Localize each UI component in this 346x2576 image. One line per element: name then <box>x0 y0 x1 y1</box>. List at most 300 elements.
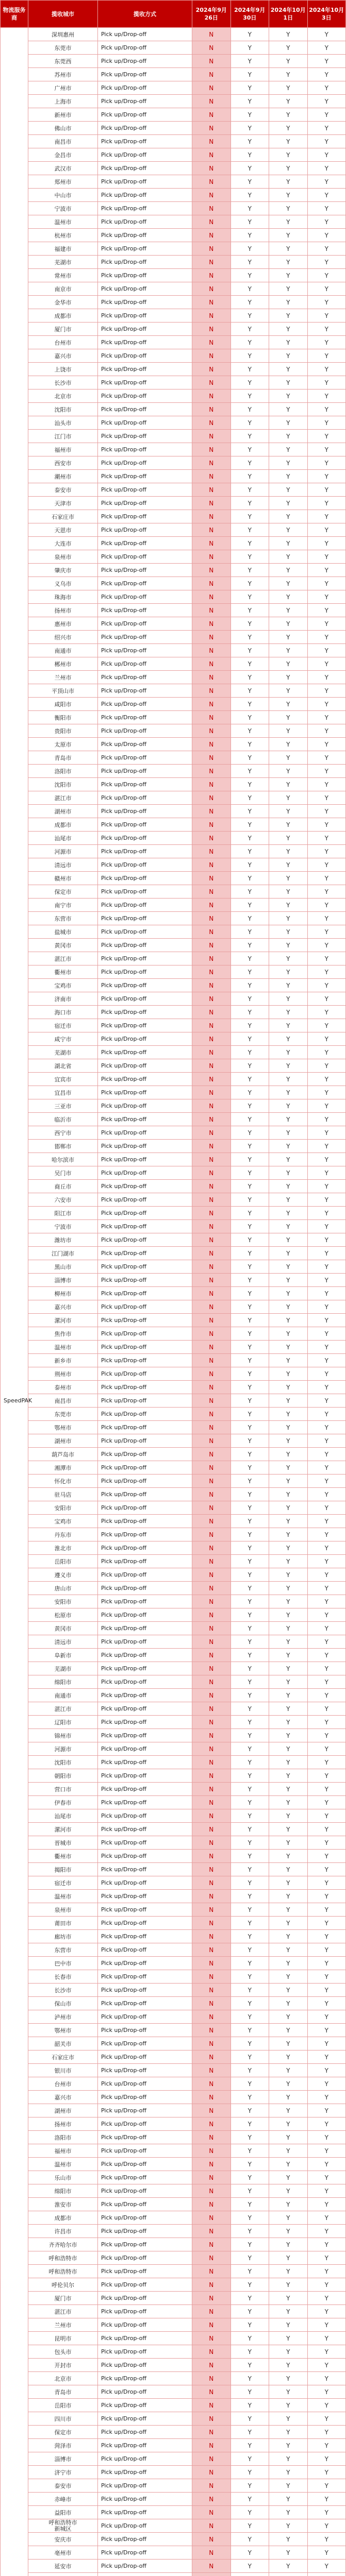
city-cell: 东莞西 <box>28 55 98 68</box>
city-cell: 廊坊市 <box>28 1930 98 1943</box>
status-cell-3: Y <box>269 1716 308 1729</box>
city-line-2: 新城区 <box>54 2525 72 2532</box>
status-cell-1: N <box>192 590 231 604</box>
status-cell-3: Y <box>269 1769 308 1783</box>
status-cell-1: N <box>192 2359 231 2372</box>
method-cell: Pick up/Drop-off <box>98 1957 192 1970</box>
city-cell: 阳江市 <box>28 1207 98 1220</box>
city-cell: 江门市 <box>28 430 98 443</box>
status-cell-1: N <box>192 1568 231 1582</box>
status-cell-3: Y <box>269 2359 308 2372</box>
status-cell-4: Y <box>307 296 346 309</box>
status-cell-2: Y <box>230 122 269 135</box>
status-cell-3: Y <box>269 296 308 309</box>
status-cell-2: Y <box>230 2144 269 2158</box>
table-row <box>1 1059 346 1073</box>
status-cell-1: N <box>192 805 231 818</box>
status-cell-4: Y <box>307 2037 346 2050</box>
method-cell: Pick up/Drop-off <box>98 1555 192 1568</box>
city-cell: 扬州市 <box>28 2117 98 2131</box>
status-cell-2: Y <box>230 242 269 256</box>
method-cell: Pick up/Drop-off <box>98 1515 192 1528</box>
status-cell-3: Y <box>269 1166 308 1180</box>
status-cell-3: Y <box>269 1448 308 1461</box>
status-cell-2: Y <box>230 1608 269 1622</box>
status-cell-4: Y <box>307 1166 346 1180</box>
city-cell: 阜新市 <box>28 1649 98 1662</box>
status-cell-2: Y <box>230 751 269 765</box>
city-cell: 河源市 <box>28 845 98 858</box>
status-cell-3: Y <box>269 724 308 738</box>
method-cell: Pick up/Drop-off <box>98 2117 192 2131</box>
city-cell: 伊春市 <box>28 1796 98 1809</box>
status-cell-4: Y <box>307 1930 346 1943</box>
table-row <box>1 256 346 269</box>
status-cell-1: N <box>192 2184 231 2198</box>
city-cell: 安阳市 <box>28 1501 98 1515</box>
status-cell-1: N <box>192 2131 231 2144</box>
status-cell-1: N <box>192 2292 231 2305</box>
status-cell-4: Y <box>307 805 346 818</box>
method-cell: Pick up/Drop-off <box>98 1099 192 1113</box>
method-cell: Pick up/Drop-off <box>98 148 192 162</box>
method-cell: Pick up/Drop-off <box>98 1582 192 1595</box>
method-cell: Pick up/Drop-off <box>98 2560 192 2573</box>
status-cell-1: N <box>192 2037 231 2050</box>
method-cell: Pick up/Drop-off <box>98 1796 192 1809</box>
method-cell: Pick up/Drop-off <box>98 2064 192 2077</box>
status-cell-4: Y <box>307 1809 346 1823</box>
status-cell-3 <box>269 2573 308 2576</box>
city-cell: 吴门市 <box>28 1166 98 1180</box>
status-cell-2: Y <box>230 1675 269 1689</box>
status-cell-3: Y <box>269 1850 308 1863</box>
status-cell-3: Y <box>269 2399 308 2412</box>
status-cell-2: Y <box>230 872 269 885</box>
table-row <box>1 229 346 242</box>
city-cell: 兰州市 <box>28 671 98 684</box>
status-cell-1: N <box>192 711 231 724</box>
status-cell-4: Y <box>307 1341 346 1354</box>
method-cell: Pick up/Drop-off <box>98 1943 192 1957</box>
status-cell-4: Y <box>307 550 346 564</box>
status-cell-2: Y <box>230 55 269 68</box>
method-cell: Pick up/Drop-off <box>98 1729 192 1742</box>
status-cell-1: N <box>192 1729 231 1742</box>
status-cell-1: N <box>192 189 231 202</box>
method-cell: Pick up/Drop-off <box>98 2385 192 2399</box>
method-cell: Pick up/Drop-off <box>98 1019 192 1032</box>
city-cell: 北京市 <box>28 389 98 403</box>
status-cell-4: Y <box>307 1488 346 1501</box>
table-row <box>1 1126 346 1140</box>
status-cell-3: Y <box>269 1421 308 1434</box>
city-cell: 荆州市 <box>28 1367 98 1381</box>
city-cell: 咸宁市 <box>28 1032 98 1046</box>
status-cell-1: N <box>192 738 231 751</box>
status-cell-3: Y <box>269 2117 308 2131</box>
status-cell-4: Y <box>307 537 346 550</box>
status-cell-4: Y <box>307 1635 346 1649</box>
status-cell-2: Y <box>230 309 269 323</box>
status-cell-4: Y <box>307 1742 346 1756</box>
status-cell-1: N <box>192 456 231 470</box>
status-cell-4: Y <box>307 2064 346 2077</box>
city-cell: 保定市 <box>28 885 98 899</box>
method-cell: Pick up/Drop-off <box>98 1140 192 1153</box>
status-cell-3: Y <box>269 1327 308 1341</box>
status-cell-2: Y <box>230 2091 269 2104</box>
status-cell-3: Y <box>269 698 308 711</box>
status-cell-2: Y <box>230 2184 269 2198</box>
status-cell-3: Y <box>269 2305 308 2318</box>
status-cell-2: Y <box>230 885 269 899</box>
status-cell-2: Y <box>230 1823 269 1836</box>
table-row <box>1 1930 346 1943</box>
city-cell: 松原市 <box>28 1608 98 1622</box>
status-cell-2: Y <box>230 711 269 724</box>
status-cell-4: Y <box>307 68 346 81</box>
status-cell-4: Y <box>307 1394 346 1408</box>
method-cell: Pick up/Drop-off <box>98 2184 192 2198</box>
status-cell-4: Y <box>307 95 346 108</box>
city-cell: 广州市 <box>28 81 98 95</box>
method-cell: Pick up/Drop-off <box>98 1890 192 1903</box>
status-cell-3: Y <box>269 631 308 644</box>
city-cell: 泰州市 <box>28 1381 98 1394</box>
table-row <box>1 108 346 122</box>
table-row <box>1 1180 346 1193</box>
status-cell-1: N <box>192 1863 231 1876</box>
city-cell: 扬州市 <box>28 604 98 617</box>
table-row <box>1 1140 346 1153</box>
method-cell: Pick up/Drop-off <box>98 1059 192 1073</box>
status-cell-2: Y <box>230 1274 269 1287</box>
status-cell-4: Y <box>307 2412 346 2426</box>
status-cell-1: N <box>192 215 231 229</box>
status-cell-1: N <box>192 1086 231 1099</box>
status-cell-1: N <box>192 2372 231 2385</box>
city-cell: 韶关市 <box>28 2037 98 2050</box>
method-cell: Pick up/Drop-off <box>98 2158 192 2171</box>
status-cell-4: Y <box>307 1689 346 1702</box>
status-cell-2: Y <box>230 899 269 912</box>
status-cell-4: Y <box>307 376 346 389</box>
city-cell: 太原市 <box>28 738 98 751</box>
table-row <box>1 979 346 992</box>
status-cell-1: N <box>192 1876 231 1890</box>
method-cell: Pick up/Drop-off <box>98 2091 192 2104</box>
status-cell-1: N <box>192 430 231 443</box>
city-cell: 丹东市 <box>28 1528 98 1541</box>
status-cell-2: Y <box>230 1568 269 1582</box>
status-cell-1: N <box>192 1193 231 1207</box>
table-row <box>1 952 346 965</box>
method-cell: Pick up/Drop-off <box>98 2238 192 2251</box>
method-cell: Pick up/Drop-off <box>98 1475 192 1488</box>
status-cell-3: Y <box>269 711 308 724</box>
status-cell-2: Y <box>230 2372 269 2385</box>
city-cell: 哈尔滨市 <box>28 1153 98 1166</box>
method-cell: Pick up/Drop-off <box>98 68 192 81</box>
table-row <box>1 2560 346 2573</box>
status-cell-2: Y <box>230 1394 269 1408</box>
status-cell-3: Y <box>269 2546 308 2560</box>
table-row <box>1 577 346 590</box>
city-cell: 临沂市 <box>28 1113 98 1126</box>
table-row <box>1 28 346 41</box>
table-row <box>1 698 346 711</box>
status-cell-2: Y <box>230 604 269 617</box>
method-cell: Pick up/Drop-off <box>98 858 192 872</box>
status-cell-3: Y <box>269 1876 308 1890</box>
status-cell-2: Y <box>230 2158 269 2171</box>
status-cell-4: Y <box>307 108 346 122</box>
status-cell-4: Y <box>307 2131 346 2144</box>
table-row <box>1 2399 346 2412</box>
city-cell: 金昌市 <box>28 148 98 162</box>
status-cell-3: Y <box>269 189 308 202</box>
status-cell-4: Y <box>307 2198 346 2211</box>
table-row <box>1 483 346 497</box>
status-cell-4: Y <box>307 818 346 832</box>
status-cell-2: Y <box>230 430 269 443</box>
status-cell-4: Y <box>307 1984 346 1997</box>
method-cell: Pick up/Drop-off <box>98 711 192 724</box>
method-cell: Pick up/Drop-off <box>98 738 192 751</box>
status-cell-2: Y <box>230 845 269 858</box>
method-cell: Pick up/Drop-off <box>98 1434 192 1448</box>
status-cell-1: N <box>192 1341 231 1354</box>
city-cell: 嘉兴市 <box>28 2091 98 2104</box>
method-cell: Pick up/Drop-off <box>98 2533 192 2546</box>
status-cell-1: N <box>192 483 231 497</box>
status-cell-1: N <box>192 1032 231 1046</box>
table-row <box>1 1287 346 1300</box>
status-cell-3: Y <box>269 1233 308 1247</box>
status-cell-4: Y <box>307 2104 346 2117</box>
status-cell-4: Y <box>307 992 346 1006</box>
status-cell-1: N <box>192 1850 231 1863</box>
method-cell: Pick up/Drop-off <box>98 296 192 309</box>
method-cell: Pick up/Drop-off <box>98 631 192 644</box>
status-cell-1: N <box>192 2426 231 2439</box>
status-cell-4: Y <box>307 1327 346 1341</box>
city-cell: 肇庆市 <box>28 564 98 577</box>
city-cell: 湛江市 <box>28 1702 98 1716</box>
status-cell-4: Y <box>307 1220 346 1233</box>
method-cell: Pick up/Drop-off <box>98 1608 192 1622</box>
status-cell-2: Y <box>230 189 269 202</box>
table-row <box>1 202 346 215</box>
city-cell: 湛江市 <box>28 952 98 965</box>
method-cell: Pick up/Drop-off <box>98 2292 192 2305</box>
status-cell-4: Y <box>307 2251 346 2265</box>
status-cell-2: Y <box>230 1207 269 1220</box>
status-cell-1: N <box>192 2251 231 2265</box>
city-cell: 沈阳市 <box>28 1756 98 1769</box>
status-cell-3: Y <box>269 765 308 778</box>
method-cell: Pick up/Drop-off <box>98 1180 192 1193</box>
status-cell-4: Y <box>307 1608 346 1622</box>
status-cell-3: Y <box>269 564 308 577</box>
method-cell: Pick up/Drop-off <box>98 1046 192 1059</box>
table-row <box>1 1207 346 1220</box>
status-cell-1: N <box>192 1099 231 1113</box>
city-cell: 衢州市 <box>28 1850 98 1863</box>
city-cell: 鄂州市 <box>28 1421 98 1434</box>
method-cell: Pick up/Drop-off <box>98 657 192 671</box>
status-cell-1: N <box>192 671 231 684</box>
status-cell-2: Y <box>230 1595 269 1608</box>
table-row <box>1 1582 346 1595</box>
method-cell: Pick up/Drop-off <box>98 1153 192 1166</box>
status-cell-4: Y <box>307 443 346 456</box>
method-cell: Pick up/Drop-off <box>98 1635 192 1649</box>
method-cell: Pick up/Drop-off <box>98 269 192 282</box>
status-cell-1: N <box>192 376 231 389</box>
status-cell-2: Y <box>230 1300 269 1314</box>
status-cell-3: Y <box>269 135 308 148</box>
status-cell-2: Y <box>230 1086 269 1099</box>
city-cell: 湛江市 <box>28 2305 98 2318</box>
status-cell-2: Y <box>230 1716 269 1729</box>
status-cell-4: Y <box>307 2010 346 2024</box>
status-cell-4: Y <box>307 2238 346 2251</box>
city-cell: 福州市 <box>28 443 98 456</box>
method-cell: Pick up/Drop-off <box>98 590 192 604</box>
table-row <box>1 2238 346 2251</box>
city-cell: 黑山市 <box>28 1260 98 1274</box>
table-row <box>1 845 346 858</box>
method-cell: Pick up/Drop-off <box>98 2426 192 2439</box>
status-cell-4: Y <box>307 2158 346 2171</box>
city-line-1: 呼和浩特市 <box>48 2519 77 2526</box>
status-cell-2: Y <box>230 2546 269 2560</box>
status-cell-1: N <box>192 1126 231 1140</box>
status-cell-1: N <box>192 148 231 162</box>
status-cell-1: N <box>192 939 231 952</box>
table-row <box>1 1742 346 1756</box>
city-cell: 嘉兴市 <box>28 349 98 363</box>
table-row <box>1 2037 346 2050</box>
table-row <box>1 282 346 296</box>
method-cell: Pick up/Drop-off <box>98 416 192 430</box>
status-cell-4: Y <box>307 1943 346 1957</box>
status-cell-3: Y <box>269 403 308 416</box>
city-cell: 延安市 <box>28 2560 98 2573</box>
city-cell: 衢州市 <box>28 965 98 979</box>
table-row <box>1 430 346 443</box>
method-cell: Pick up/Drop-off <box>98 1649 192 1662</box>
status-cell-4: Y <box>307 1247 346 1260</box>
status-cell-2: Y <box>230 1006 269 1019</box>
status-cell-3: Y <box>269 657 308 671</box>
status-cell-3: Y <box>269 41 308 55</box>
table-row <box>1 1823 346 1836</box>
table-row <box>1 2519 346 2533</box>
table-row <box>1 1475 346 1488</box>
city-cell: 衡阳市 <box>28 711 98 724</box>
status-cell-3: Y <box>269 376 308 389</box>
status-cell-1: N <box>192 1809 231 1823</box>
status-cell-2: Y <box>230 510 269 523</box>
method-cell: Pick up/Drop-off <box>98 1528 192 1541</box>
method-cell: Pick up/Drop-off <box>98 2050 192 2064</box>
status-cell-1: N <box>192 979 231 992</box>
status-cell-3: Y <box>269 1957 308 1970</box>
status-cell-2: Y <box>230 2560 269 2573</box>
method-cell: Pick up/Drop-off <box>98 992 192 1006</box>
method-cell: Pick up/Drop-off <box>98 1247 192 1260</box>
status-cell-3: Y <box>269 805 308 818</box>
status-cell-4: Y <box>307 1890 346 1903</box>
status-cell-3: Y <box>269 2251 308 2265</box>
method-cell: Pick up/Drop-off <box>98 604 192 617</box>
status-cell-3: Y <box>269 1260 308 1274</box>
status-cell-2: Y <box>230 1622 269 1635</box>
status-cell-4: Y <box>307 698 346 711</box>
status-cell-1: N <box>192 2560 231 2573</box>
status-cell-4: Y <box>307 430 346 443</box>
method-cell: Pick up/Drop-off <box>98 1086 192 1099</box>
status-cell-3: Y <box>269 2560 308 2573</box>
table-row <box>1 1032 346 1046</box>
method-cell: Pick up/Drop-off <box>98 952 192 965</box>
city-cell: 石家庄市 <box>28 510 98 523</box>
status-cell-4: Y <box>307 2171 346 2184</box>
status-cell-4: Y <box>307 979 346 992</box>
method-cell: Pick up/Drop-off <box>98 2332 192 2345</box>
method-cell: Pick up/Drop-off <box>98 1742 192 1756</box>
table-row <box>1 416 346 430</box>
status-cell-3: Y <box>269 523 308 537</box>
method-cell: Pick up/Drop-off <box>98 671 192 684</box>
status-cell-3: Y <box>269 1970 308 1984</box>
status-cell-4: Y <box>307 2050 346 2064</box>
status-cell-2: Y <box>230 2198 269 2211</box>
status-cell-4: Y <box>307 845 346 858</box>
status-cell-1: N <box>192 1434 231 1448</box>
status-cell-3: Y <box>269 1541 308 1555</box>
table-row <box>1 122 346 135</box>
method-cell: Pick up/Drop-off <box>98 1836 192 1850</box>
method-cell: Pick up/Drop-off <box>98 2211 192 2225</box>
status-cell-2: Y <box>230 765 269 778</box>
city-cell: 宁波市 <box>28 202 98 215</box>
city-cell: 汕尾市 <box>28 832 98 845</box>
status-cell-4: Y <box>307 1823 346 1836</box>
status-cell-3: Y <box>269 1863 308 1876</box>
status-cell-1: N <box>192 41 231 55</box>
status-cell-4: Y <box>307 2024 346 2037</box>
status-cell-4: Y <box>307 1475 346 1488</box>
status-cell-1: N <box>192 1662 231 1675</box>
status-cell-2: Y <box>230 376 269 389</box>
table-row <box>1 805 346 818</box>
method-cell: Pick up/Drop-off <box>98 2265 192 2278</box>
method-cell: Pick up/Drop-off <box>98 1917 192 1930</box>
city-cell: 岳阳市 <box>28 1555 98 1568</box>
status-cell-4: Y <box>307 1140 346 1153</box>
method-cell: Pick up/Drop-off <box>98 1689 192 1702</box>
city-cell: 汕尾市 <box>28 1809 98 1823</box>
city-cell: 郑州市 <box>28 175 98 189</box>
city-cell: 芜湖市 <box>28 1662 98 1675</box>
status-cell-4: Y <box>307 202 346 215</box>
status-cell-1: N <box>192 1220 231 1233</box>
table-row <box>1 336 346 349</box>
